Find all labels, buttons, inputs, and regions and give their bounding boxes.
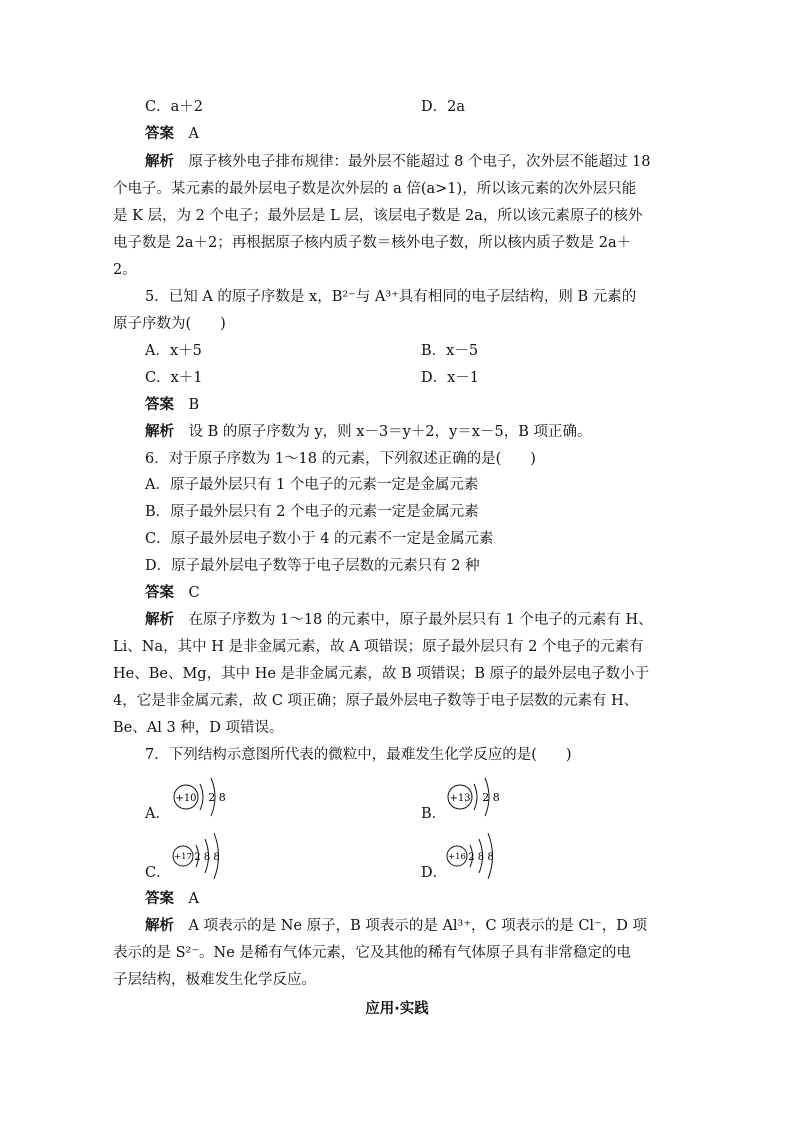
q6-analysis-line-2: Li、Na，其中 H 是非金属元素，故 A 项错误；原子最外层只有 2 个电子的元素有 [113, 639, 644, 655]
q5-option-d: D．x－1 [421, 370, 480, 386]
q6-option-d: D．原子最外层电子数等于电子层数的元素只有 2 种 [145, 558, 480, 574]
q5-option-c: C．x＋1 [145, 370, 203, 386]
nucleus-charge: +10 [175, 793, 197, 804]
q7-analysis-line-3: 子层结构，极难发生化学反应。 [113, 972, 316, 988]
analysis-text: 原子核外电子排布规律：最外层不能超过 8 个电子，次外层不能超过 18 [188, 154, 651, 170]
q7-diagram-b [444, 772, 524, 822]
analysis-text: 设 B 的原子序数为 y，则 x－3＝y＋2，y＝x－5，B 项正确。 [188, 424, 592, 440]
q4-analysis-line-4: 电子数是 2a＋2；再根据原子核内质子数＝核外电子数，所以核内质子数是 2a＋ [113, 235, 632, 251]
q4-analysis-line-1 [145, 152, 651, 172]
q7-diagram-c [170, 828, 250, 884]
q5-answer [145, 395, 199, 415]
q7-stem: 7．下列结构示意图所代表的微粒中，最难发生化学反应的是( ) [145, 747, 572, 763]
answer-value: B [188, 397, 200, 413]
q4-option-c: C．a＋2 [145, 99, 203, 115]
analysis-text: 在原子序数为 1～18 的元素中，原子最外层只有 1 个电子的元素有 H、 [188, 612, 653, 628]
q7-option-c-label: C． [145, 865, 171, 881]
q7-diagram-d [444, 828, 524, 884]
q6-analysis-line-4: 4，它是非金属元素，故 C 项正确；原子最外层电子数等于电子层数的元素有 H、 [113, 693, 639, 709]
q7-option-d-label: D． [421, 865, 448, 881]
q7-analysis-line-1 [145, 916, 647, 936]
q5-stem-line-1: 5．已知 A 的原子序数是 x，B²⁻与 A³⁺具有相同的电子层结构，则 B 元素的 [145, 289, 637, 305]
q6-answer [145, 583, 200, 603]
analysis-label: 解析 [145, 612, 174, 628]
q7-option-a-label: A． [145, 806, 170, 822]
nucleus-charge: +17 [174, 852, 192, 862]
answer-label: 答案 [145, 126, 174, 142]
analysis-label: 解析 [145, 918, 174, 934]
q6-option-a: A．原子最外层只有 1 个电子的元素一定是金属元素 [145, 477, 479, 493]
q6-analysis-line-1 [145, 610, 653, 630]
analysis-text: A 项表示的是 Ne 原子，B 项表示的是 Al³⁺，C 项表示的是 Cl⁻，D 项 [188, 918, 647, 934]
answer-value: A [188, 126, 199, 142]
q6-analysis-line-3: He、Be、Mg，其中 He 是非金属元素，故 B 项错误；B 原子的最外层电子数小于 [113, 666, 650, 682]
nucleus-charge: +13 [449, 793, 471, 804]
shell-electrons: 2 8 [482, 791, 500, 804]
q5-option-b: B．x－5 [421, 343, 479, 359]
q7-option-b-label: B． [421, 806, 447, 822]
q7-answer [145, 889, 199, 909]
analysis-label: 解析 [145, 154, 174, 170]
q6-stem: 6．对于原子序数为 1～18 的元素，下列叙述正确的是( ) [145, 451, 536, 467]
q4-answer [145, 124, 199, 144]
q4-analysis-line-3: 是 K 层，为 2 个电子；最外层是 L 层，该层电子数是 2a，所以该元素原子的核外 [113, 208, 643, 224]
answer-value: C [188, 585, 200, 601]
q5-analysis [145, 422, 591, 442]
q6-option-c: C．原子最外层电子数小于 4 的元素不一定是金属元素 [145, 531, 494, 547]
q4-option-d: D．2a [421, 99, 465, 115]
shell-electrons: 2 8 [208, 791, 226, 804]
q6-analysis-line-5: Be、Al 3 种，D 项错误。 [113, 720, 284, 736]
answer-label: 答案 [145, 891, 174, 907]
shell-electrons: 2 8 8 [468, 852, 494, 863]
q5-stem-line-2: 原子序数为( ) [113, 316, 226, 332]
answer-value: A [188, 891, 199, 907]
q5-option-a: A．x＋5 [145, 343, 202, 359]
q4-analysis-line-5: 2。 [113, 262, 137, 278]
q6-option-b: B．原子最外层只有 2 个电子的元素一定是金属元素 [145, 504, 479, 520]
analysis-label: 解析 [145, 424, 174, 440]
section-title: 应用·实践 [365, 1001, 429, 1017]
q7-diagram-a [170, 772, 250, 822]
shell-electrons: 2 8 8 [194, 852, 220, 863]
q7-analysis-line-2: 表示的是 S²⁻。Ne 是稀有气体元素，它及其他的稀有气体原子具有非常稳定的电 [113, 945, 631, 961]
answer-label: 答案 [145, 585, 174, 601]
nucleus-charge: +16 [448, 852, 466, 862]
q4-analysis-line-2: 个电子。某元素的最外层电子数是次外层的 a 倍(a>1)，所以该元素的次外层只能 [113, 181, 637, 197]
answer-label: 答案 [145, 397, 174, 413]
